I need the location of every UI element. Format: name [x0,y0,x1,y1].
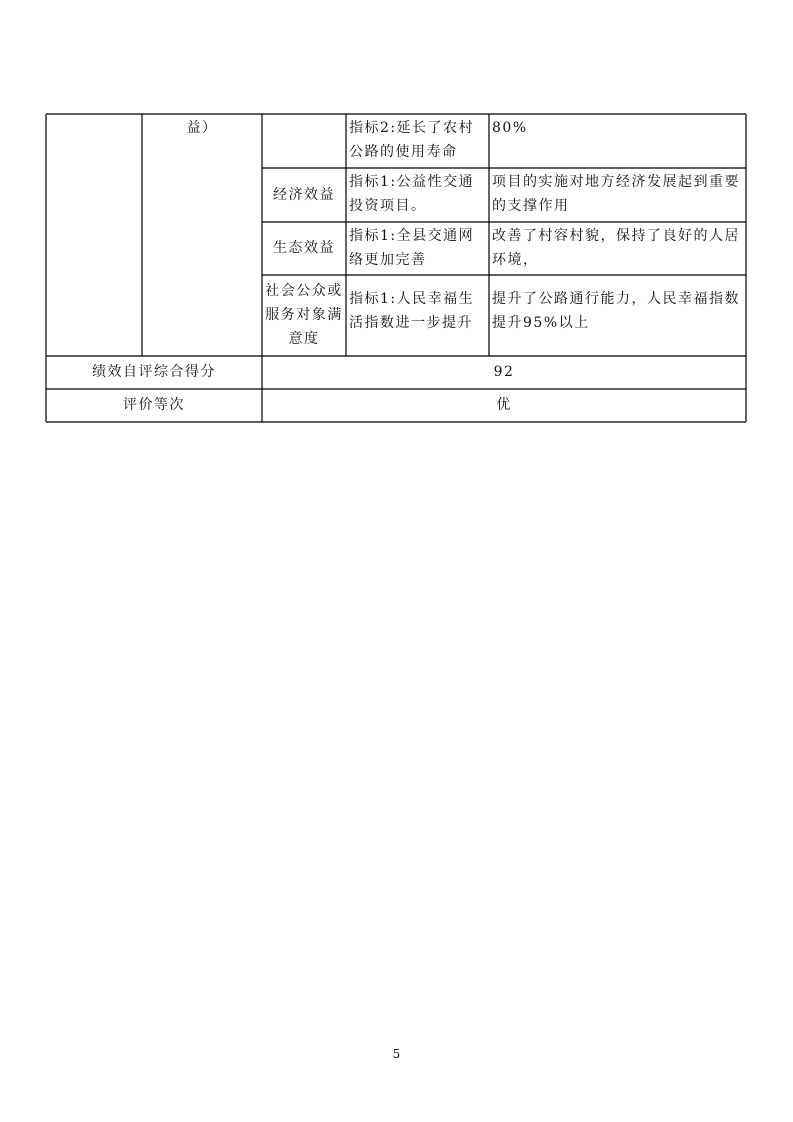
table-cell-indicator: 指标2:延长了农村公路的使用寿命 [349,120,475,160]
table-cell-indicator: 指标1:公益性交通投资项目。 [349,174,475,214]
table-cell-indicator: 指标1:人民幸福生活指数进一步提升 [349,291,475,331]
table-cell-category: 生态效益 [273,240,335,256]
table-cell-value: 项目的实施对地方经济发展起到重要的支撑作用 [492,174,740,214]
table-cell-category: 经济效益 [273,187,335,203]
table-cell-category: 社会公众或服务对象满意度 [265,283,343,347]
table-cell-secondary-category: 益） [186,120,218,136]
table-cell-value: 改善了村容村貌，保持了良好的人居环境， [492,228,740,268]
page-number: 5 [392,1047,401,1061]
table-cell-indicator: 指标1:全县交通网络更加完善 [349,228,475,268]
grade-value: 优 [496,397,512,413]
table-cell-value: 80% [492,120,528,136]
score-value: 92 [493,364,515,380]
score-label: 绩效自评综合得分 [92,364,216,380]
grade-label: 评价等次 [123,397,185,413]
table-cell-value: 提升了公路通行能力，人民幸福指数提升95%以上 [492,291,740,331]
